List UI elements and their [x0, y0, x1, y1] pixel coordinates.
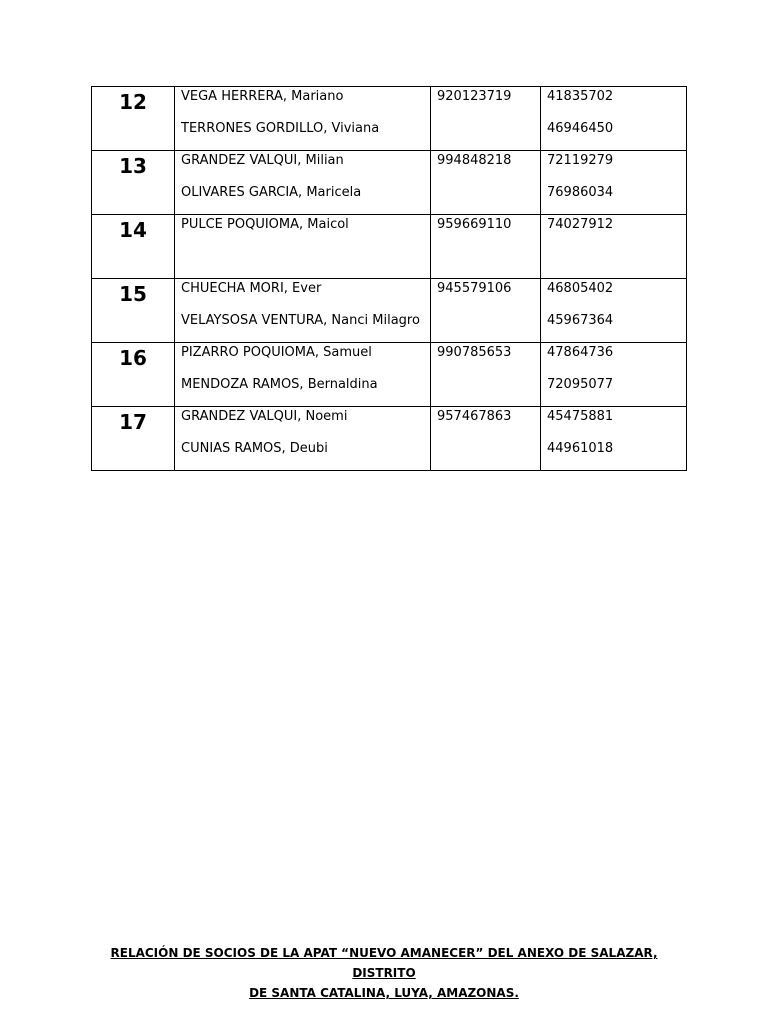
- document-title: [100, 943, 668, 1003]
- phone-cell: [431, 279, 541, 343]
- dni-number: 72095077: [547, 377, 614, 392]
- member-names-cell: [175, 407, 431, 471]
- dni-number: 72119279: [547, 153, 614, 168]
- member-name: MENDOZA RAMOS, Bernaldina: [181, 377, 378, 392]
- document-title-line-1: RELACIÓN DE SOCIOS DE LA APAT “NUEVO AMANECER” DEL ANEXO DE SALAZAR, DISTRITO: [110, 946, 658, 980]
- member-name: GRANDEZ VALQUI, Milian: [181, 153, 344, 168]
- document-title-line-2: DE SANTA CATALINA, LUYA, AMAZONAS.: [249, 986, 519, 1000]
- member-name: VEGA HERRERA, Mariano: [181, 89, 344, 104]
- dni-number: 45967364: [547, 313, 614, 328]
- member-names-cell: [175, 215, 431, 279]
- table-row: [92, 343, 687, 407]
- member-name: GRANDEZ VALQUI, Noemi: [181, 409, 348, 424]
- dni-cell: [541, 343, 687, 407]
- phone-number: 945579106: [437, 281, 512, 296]
- dni-number: 76986034: [547, 185, 614, 200]
- dni-cell: [541, 215, 687, 279]
- row-number: 12: [92, 87, 175, 151]
- row-number: 16: [92, 343, 175, 407]
- dni-cell: [541, 407, 687, 471]
- phone-cell: [431, 343, 541, 407]
- dni-number: 45475881: [547, 409, 614, 424]
- member-names-cell: [175, 87, 431, 151]
- phone-number: 990785653: [437, 345, 512, 360]
- dni-number: 74027912: [547, 217, 614, 232]
- dni-number: 46946450: [547, 121, 614, 136]
- phone-cell: [431, 215, 541, 279]
- row-number: 17: [92, 407, 175, 471]
- member-name: TERRONES GORDILLO, Viviana: [181, 121, 380, 136]
- table-row: [92, 151, 687, 215]
- member-name: VELAYSOSA VENTURA, Nanci Milagro: [181, 313, 420, 328]
- member-names-cell: [175, 279, 431, 343]
- member-name: CHUECHA MORI, Ever: [181, 281, 322, 296]
- member-name: OLIVARES GARCIA, Maricela: [181, 185, 362, 200]
- dni-number: 47864736: [547, 345, 614, 360]
- row-number: 14: [92, 215, 175, 279]
- phone-number: 994848218: [437, 153, 512, 168]
- members-table: [91, 86, 687, 471]
- member-name: CUNIAS RAMOS, Deubi: [181, 441, 328, 456]
- phone-cell: [431, 87, 541, 151]
- phone-number: 959669110: [437, 217, 512, 232]
- table-row: [92, 407, 687, 471]
- phone-cell: [431, 407, 541, 471]
- row-number: 13: [92, 151, 175, 215]
- dni-number: 46805402: [547, 281, 614, 296]
- phone-number: 920123719: [437, 89, 512, 104]
- member-name: PIZARRO POQUIOMA, Samuel: [181, 345, 372, 360]
- dni-number: 41835702: [547, 89, 614, 104]
- dni-number: 44961018: [547, 441, 614, 456]
- table-row: [92, 87, 687, 151]
- table-row: [92, 215, 687, 279]
- members-table-body: [92, 87, 687, 471]
- member-name: PULCE POQUIOMA, Maicol: [181, 217, 349, 232]
- dni-cell: [541, 87, 687, 151]
- dni-cell: [541, 279, 687, 343]
- member-names-cell: [175, 151, 431, 215]
- phone-cell: [431, 151, 541, 215]
- dni-cell: [541, 151, 687, 215]
- table-row: [92, 279, 687, 343]
- phone-number: 957467863: [437, 409, 512, 424]
- member-names-cell: [175, 343, 431, 407]
- row-number: 15: [92, 279, 175, 343]
